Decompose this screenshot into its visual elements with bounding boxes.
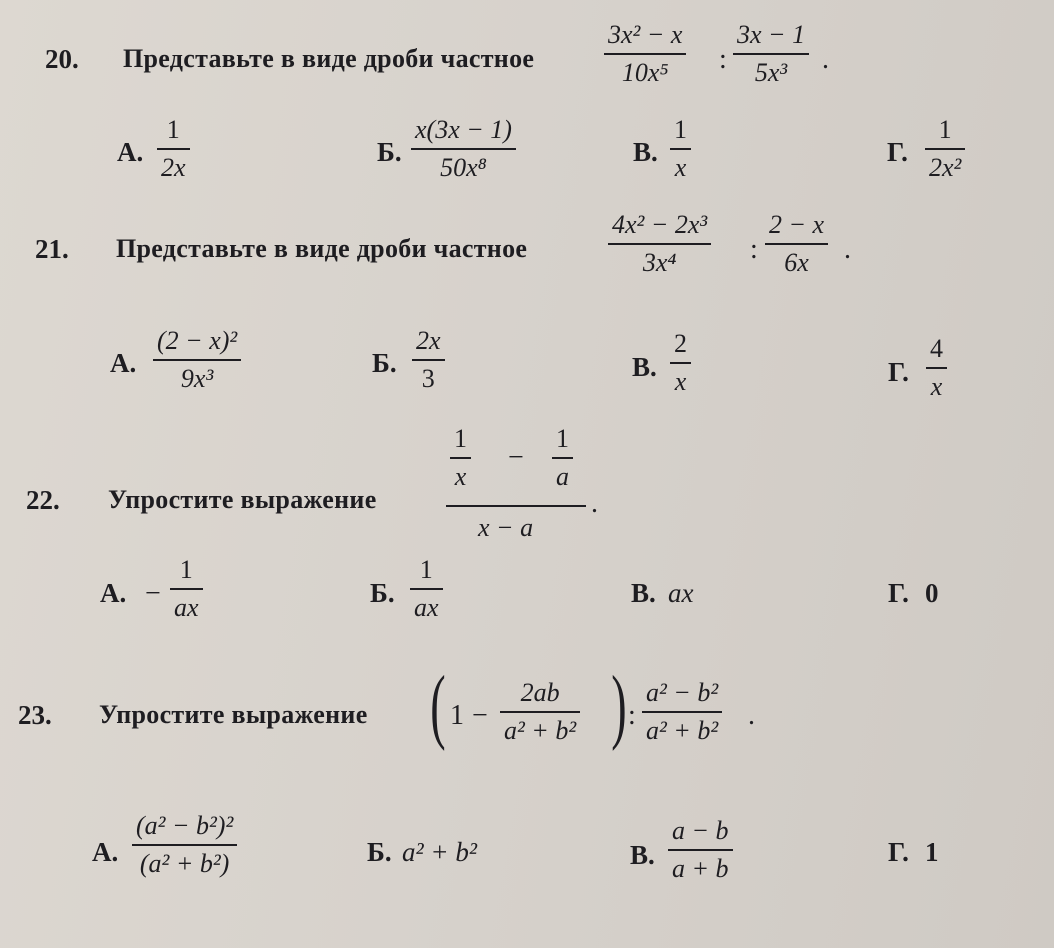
fraction-bar bbox=[926, 367, 947, 369]
fraction-numerator: 1 bbox=[674, 115, 687, 144]
fraction-bar bbox=[765, 243, 828, 245]
problem-23-right-paren: ) bbox=[611, 659, 627, 752]
fraction-numerator: a − b bbox=[672, 816, 729, 845]
fraction-bar bbox=[608, 243, 711, 245]
problem-23-left-paren: ( bbox=[430, 659, 446, 752]
fraction-denominator: (a² + b²) bbox=[139, 849, 230, 878]
problem-22-answer-a-sign: − bbox=[145, 578, 161, 609]
fraction-denominator: x bbox=[674, 153, 687, 182]
fraction-numerator: 1 bbox=[938, 115, 952, 144]
problem-20-fraction-2 bbox=[733, 22, 809, 86]
problem-23-answer-d-label: Г. bbox=[888, 837, 909, 867]
problem-21-answer-b-label: Б. bbox=[372, 348, 397, 378]
fraction-denominator: x bbox=[674, 367, 687, 396]
problem-20-answer-b-label: Б. bbox=[377, 137, 402, 167]
problem-21-period: . bbox=[844, 234, 851, 265]
problem-22-answer-a bbox=[170, 557, 203, 621]
problem-23-minus: − bbox=[472, 700, 488, 731]
problem-23-answer-a bbox=[132, 813, 237, 877]
fraction-numerator: 2x bbox=[416, 326, 441, 355]
fraction-bar bbox=[500, 711, 580, 713]
fraction-numerator: (a² − b²)² bbox=[136, 811, 234, 840]
problem-22-main-fraction-bar bbox=[446, 505, 586, 507]
fraction-numerator: (2 − x)² bbox=[157, 326, 238, 355]
fraction-bar bbox=[170, 588, 203, 590]
problem-23-period: . bbox=[748, 700, 755, 731]
problem-22-inner-fraction-2 bbox=[552, 426, 573, 490]
problem-21-answer-a bbox=[153, 328, 241, 392]
problem-20-answer-d-label: Г. bbox=[887, 137, 908, 167]
problem-23-fraction-2 bbox=[642, 680, 722, 744]
problem-20-prompt: Представьте в виде дроби частное bbox=[123, 44, 535, 73]
problem-20-division-sign: : bbox=[719, 44, 727, 75]
fraction-denominator: 3x⁴ bbox=[642, 248, 677, 277]
problem-23-inner-fraction bbox=[500, 680, 580, 744]
fraction-denominator: a + b bbox=[672, 854, 729, 883]
fraction-bar bbox=[157, 148, 190, 150]
fraction-numerator: 4 bbox=[930, 334, 943, 363]
fraction-denominator: x bbox=[454, 462, 467, 491]
fraction-numerator: 3x − 1 bbox=[737, 20, 806, 49]
fraction-numerator: 4x² − 2x³ bbox=[612, 210, 708, 239]
problem-20-answer-b bbox=[411, 117, 516, 181]
problem-20-answer-d bbox=[925, 117, 965, 181]
problem-21-answer-d-label: Г. bbox=[888, 357, 909, 387]
fraction-denominator: 3 bbox=[421, 364, 435, 393]
problem-22-period: . bbox=[591, 488, 598, 519]
fraction-denominator: 2x² bbox=[929, 153, 962, 182]
problem-20-fraction-1 bbox=[604, 22, 686, 86]
problem-21-fraction-2 bbox=[765, 212, 828, 276]
fraction-denominator: 10x⁵ bbox=[621, 58, 669, 87]
problem-23-answer-c-label: В. bbox=[630, 840, 655, 870]
fraction-bar bbox=[450, 457, 471, 459]
problem-22-answer-d-label: Г. bbox=[888, 578, 909, 608]
problem-20-answer-a bbox=[157, 117, 190, 181]
problem-23-answer-c bbox=[668, 818, 733, 882]
problem-23-answer-d: 1 bbox=[925, 837, 939, 867]
problem-22-minus-sign: − bbox=[508, 442, 524, 473]
problem-22-answer-c: ax bbox=[668, 578, 694, 608]
fraction-bar bbox=[604, 53, 686, 55]
problem-20-answer-a-label: А. bbox=[117, 137, 144, 167]
fraction-denominator: ax bbox=[414, 593, 439, 622]
problem-21-answer-d bbox=[926, 336, 947, 400]
problem-22-answer-d: 0 bbox=[925, 578, 939, 608]
problem-20-period: . bbox=[822, 44, 829, 75]
problem-21-answer-b bbox=[412, 328, 445, 392]
fraction-bar bbox=[132, 844, 237, 846]
fraction-denominator: 50x⁸ bbox=[440, 153, 487, 182]
problem-20-answer-c-label: В. bbox=[633, 137, 658, 167]
fraction-bar bbox=[733, 53, 809, 55]
problem-22-answer-a-label: А. bbox=[100, 578, 127, 608]
fraction-denominator: a bbox=[556, 462, 569, 491]
fraction-denominator: x bbox=[930, 372, 943, 401]
problem-21-answer-c-label: В. bbox=[632, 352, 657, 382]
fraction-numerator: 1 bbox=[166, 115, 180, 144]
problem-23-answer-b-label: Б. bbox=[367, 837, 392, 867]
fraction-denominator: a² + b² bbox=[646, 716, 719, 745]
fraction-bar bbox=[670, 148, 691, 150]
fraction-bar bbox=[670, 362, 691, 364]
problem-23-division-sign: : bbox=[628, 700, 636, 731]
fraction-numerator: 1 bbox=[454, 424, 467, 453]
problem-23-answer-a-label: А. bbox=[92, 837, 119, 867]
fraction-bar bbox=[642, 711, 722, 713]
fraction-numerator: 2ab bbox=[520, 678, 560, 707]
fraction-bar bbox=[668, 849, 733, 851]
problem-21-fraction-1 bbox=[608, 212, 711, 276]
problem-20-answer-c bbox=[670, 117, 691, 181]
fraction-numerator: 1 bbox=[419, 555, 433, 584]
fraction-bar bbox=[410, 588, 443, 590]
fraction-denominator: a² + b² bbox=[504, 716, 577, 745]
fraction-numerator: 2 − x bbox=[769, 210, 825, 239]
problem-21-number: 21. bbox=[35, 234, 69, 264]
fraction-bar bbox=[411, 148, 516, 150]
problem-23-number: 23. bbox=[18, 700, 52, 730]
problem-22-number: 22. bbox=[26, 485, 60, 515]
fraction-numerator: a² − b² bbox=[646, 678, 719, 707]
fraction-denominator: 9x³ bbox=[180, 364, 214, 393]
fraction-numerator: 2 bbox=[674, 329, 687, 358]
problem-22-answer-b-label: Б. bbox=[370, 578, 395, 608]
fraction-denominator: 2x bbox=[161, 153, 186, 182]
problem-21-prompt: Представьте в виде дроби частное bbox=[116, 234, 528, 263]
problem-20-number: 20. bbox=[45, 44, 79, 74]
fraction-bar bbox=[552, 457, 573, 459]
problem-22-answer-b bbox=[410, 557, 443, 621]
fraction-bar bbox=[153, 359, 241, 361]
fraction-numerator: x(3x − 1) bbox=[415, 115, 512, 144]
problem-22-main-denominator: x − a bbox=[478, 513, 534, 542]
problem-21-answer-a-label: А. bbox=[110, 348, 137, 378]
fraction-numerator: 1 bbox=[556, 424, 569, 453]
problem-23-answer-b: a² + b² bbox=[402, 837, 477, 867]
fraction-denominator: 6x bbox=[784, 248, 809, 277]
fraction-denominator: 5x³ bbox=[754, 58, 788, 87]
problem-21-division-sign: : bbox=[750, 234, 758, 265]
fraction-bar bbox=[412, 359, 445, 361]
problem-21-answer-c bbox=[670, 331, 691, 395]
fraction-numerator: 1 bbox=[179, 555, 193, 584]
problem-22-inner-fraction-1 bbox=[450, 426, 471, 490]
problem-23-one: 1 bbox=[450, 700, 464, 731]
problem-22-answer-c-label: В. bbox=[631, 578, 656, 608]
problem-22-prompt: Упростите выражение bbox=[108, 485, 377, 514]
fraction-denominator: ax bbox=[174, 593, 199, 622]
fraction-numerator: 3x² − x bbox=[608, 20, 683, 49]
fraction-bar bbox=[925, 148, 965, 150]
problem-23-prompt: Упростите выражение bbox=[99, 700, 368, 729]
